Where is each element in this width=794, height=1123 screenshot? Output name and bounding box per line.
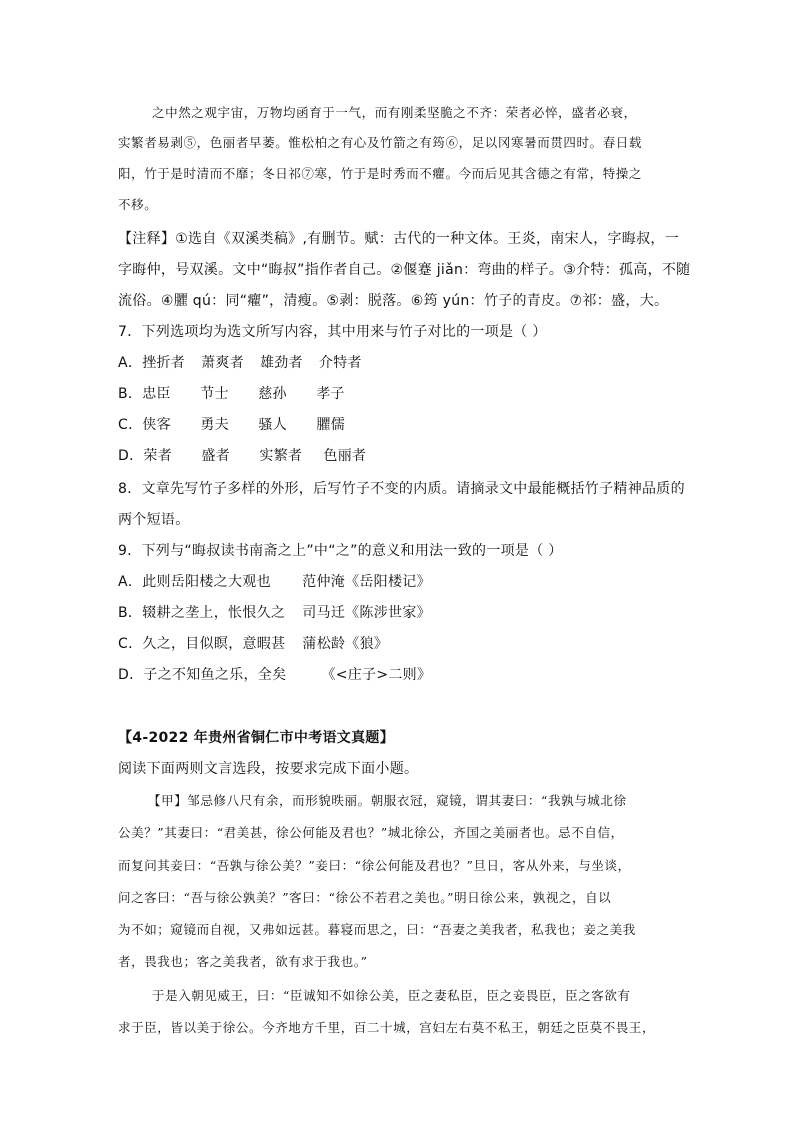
- notes-line: 字晦仲，号双溪。文中“晦叔”指作者自己。②偃蹇 jiǎn：弯曲的样子。③介特：孤高，不随: [118, 262, 691, 278]
- notes-line: 流俗。④臞 qú：同“癯”，清瘦。⑤剥：脱落。⑥筠 yún：竹子的青皮。⑦祁：盛，大。: [118, 293, 669, 309]
- option-label: D．: [118, 448, 144, 464]
- option-item: 雄劲者: [260, 355, 303, 371]
- option-label: B．: [118, 386, 143, 402]
- option-item: 忠臣: [142, 386, 171, 402]
- question-9-stem: 9．下列与“晦叔读书南斋之上”中“之”的意义和用法一致的一项是（ ）: [118, 543, 563, 559]
- passage-line: 实繁者易剥⑤，色丽者早萎。惟松柏之有心及竹箭之有筠⑥，足以冈寒暑而贯四时。春日载: [118, 135, 643, 150]
- option-item: 孝子: [316, 386, 345, 402]
- section-title: 【4-2022 年贵州省铜仁市中考语文真题】: [118, 730, 394, 746]
- option-label: A．: [118, 574, 143, 590]
- option-label: C．: [118, 417, 143, 433]
- option-item: 萧爽者: [201, 355, 244, 371]
- question-9-option-d: [118, 664, 431, 684]
- option-source: 《<庄子>二则》: [321, 667, 432, 683]
- jia-line: 而复问其妾曰：“吾孰与徐公美？”妾曰：“徐公何能及君也？”旦日，客从外来，与坐谈，: [118, 858, 631, 873]
- notes-line: 【注释】①选自《双溪类稿》,有删节。赋：古代的一种文体。王炎，南宋人，字晦叔，一: [118, 231, 679, 247]
- option-item: 介特者: [318, 355, 362, 371]
- jia2-line: 于是入朝见威王，曰：“臣诚知不如徐公美，臣之妻私臣，臣之妾畏臣，臣之客欲有: [152, 988, 631, 1003]
- passage-line: 不移。: [118, 197, 158, 212]
- instruction: 阅读下面两则文言选段，按要求完成下面小题。: [118, 761, 419, 777]
- option-source: 范仲淹《岳阳楼记》: [302, 574, 431, 590]
- option-item: 骚人: [258, 417, 287, 433]
- question-9-option-a: [118, 571, 431, 591]
- option-label: A．: [118, 355, 143, 371]
- question-9-option-c: [118, 633, 388, 653]
- option-text: 久之，目似瞑，意暇甚: [142, 636, 286, 652]
- option-item: 勇夫: [200, 417, 229, 433]
- option-source: 司马迁《陈涉世家》: [302, 605, 431, 621]
- jia-line: 【甲】邹忌修八尺有余，而形貌昳丽。朝服衣冠，窥镜，谓其妻曰：“我孰与城北徐: [148, 793, 627, 808]
- question-7-option-d: [118, 445, 366, 465]
- option-text: 子之不知鱼之乐，全矣: [143, 667, 287, 683]
- option-text: 辍耕之垄上，怅恨久之: [142, 605, 286, 621]
- question-7-option-c: [118, 414, 345, 434]
- option-item: 节士: [200, 386, 229, 402]
- question-9-option-b: [118, 602, 431, 622]
- question-8-line: 8．文章先写竹子多样的外形，后写竹子不变的内质。请摘录文中最能概括竹子精神品质的: [118, 481, 685, 497]
- option-source: 蒲松龄《狼》: [302, 636, 389, 652]
- question-7-stem: 7．下列选项均为选文所写内容，其中用来与竹子对比的一项是（ ）: [118, 324, 547, 340]
- option-item: 慈孙: [258, 386, 287, 402]
- option-item: 盛者: [201, 448, 230, 464]
- option-label: C．: [118, 636, 143, 652]
- jia2-line: 求于臣，皆以美于徐公。今齐地方千里，百二十城，宫妇左右莫不私王，朝廷之臣莫不畏王，: [118, 1020, 656, 1035]
- option-item: 挫折者: [142, 355, 186, 371]
- option-item: 实繁者: [259, 448, 303, 464]
- option-label: B．: [118, 605, 143, 621]
- question-7-option-b: [118, 383, 345, 403]
- jia-line: 者，畏我也；客之美我者，欲有求于我也。”: [118, 954, 368, 969]
- passage-line: 阳，竹于是时清而不靡；冬日祁⑦寒，竹于是时秀而不癯。今而后见其含德之有常，特操之: [118, 166, 643, 181]
- jia-line: 问之客曰：“吾与徐公孰美？”客曰：“徐公不若君之美也。”明日徐公来，孰视之，自以: [118, 890, 612, 905]
- jia-line: 为不如；窥镜而自视，又弗如远甚。暮寝而思之，曰：“吾妻之美我者，私我也；妾之美我: [118, 922, 636, 937]
- option-item: 色丽者: [323, 448, 367, 464]
- option-item: 荣者: [143, 448, 172, 464]
- option-item: 臞儒: [316, 417, 345, 433]
- question-7-option-a: [118, 352, 362, 372]
- option-item: 侠客: [142, 417, 171, 433]
- passage-line: 之中然之观宇宙，万物均函育于一气，而有刚柔坚脆之不齐：荣者必悴，盛者必衰，: [152, 105, 637, 120]
- question-8-line: 两个短语。: [118, 512, 190, 528]
- option-label: D．: [118, 667, 144, 683]
- jia-line: 公美？”其妻曰：“君美甚，徐公何能及君也？”城北徐公，齐国之美丽者也。忌不自信，: [118, 825, 624, 840]
- option-text: 此则岳阳楼之大观也: [142, 574, 271, 590]
